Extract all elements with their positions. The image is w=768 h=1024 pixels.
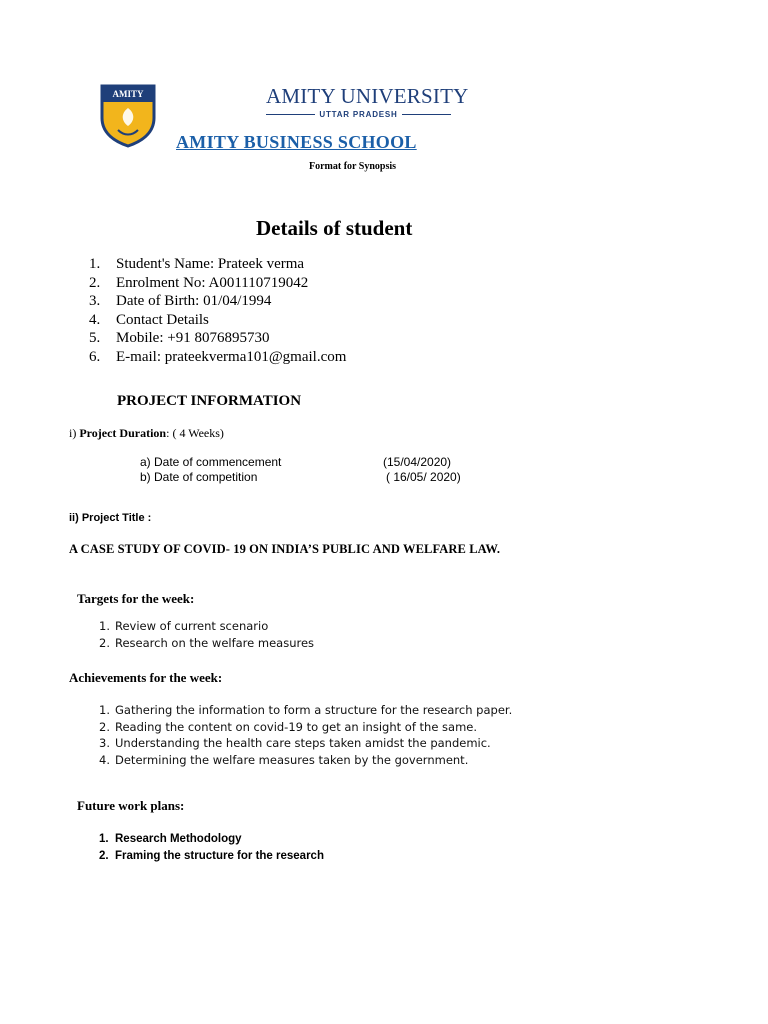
achievements-heading: Achievements for the week: [69, 670, 223, 685]
list-item: 1. Review of current scenario [99, 619, 269, 633]
list-item: 2. Framing the structure for the research [99, 850, 324, 862]
list-item: 4. Determining the welfare measures taken by the government. [99, 752, 469, 767]
list-item: 4. Contact Details [89, 311, 209, 328]
future-work-heading: Future work plans: [77, 798, 185, 813]
amity-logo [100, 84, 156, 148]
completion-label: b) Date of competition [140, 470, 258, 484]
logo-text: AMITY [112, 89, 144, 99]
list-item: 6. E-mail: prateekverma101@gmail.com [89, 348, 347, 365]
list-item: 1. Research Methodology [99, 833, 242, 845]
university-name: AMITY UNIVERSITY [266, 84, 469, 108]
list-item: 3. Understanding the health care steps taken amidst the pandemic. [99, 736, 491, 750]
format-label: Format for Synopsis [309, 161, 397, 172]
university-location: UTTAR PRADESH [319, 110, 398, 119]
project-title-label: ii) Project Title : [69, 512, 152, 524]
list-item: 5. Mobile: +91 8076895730 [89, 330, 270, 346]
commencement-label: a) Date of commencement [140, 455, 282, 469]
list-item: 2. Reading the content on covid-19 to get an insight of the same. [99, 719, 478, 734]
list-item: 3. Date of Birth: 01/04/1994 [89, 293, 272, 309]
project-duration: i) Project Duration: ( 4 Weeks) [69, 426, 224, 440]
list-item: 1. Student's Name: Prateek verma [89, 256, 305, 272]
targets-list [99, 618, 314, 651]
completion-value: ( 16/05/ 2020) [386, 470, 461, 484]
achievements-list [99, 702, 512, 768]
student-details-list [89, 255, 346, 366]
project-duration-value: : ( 4 Weeks) [166, 426, 224, 440]
project-duration-label: Project Duration [79, 426, 167, 440]
future-work-list [99, 831, 324, 865]
student-details-title: Details of student [256, 216, 413, 240]
list-item: 1. Gathering the information to form a structure for the research paper. [99, 703, 513, 717]
commencement-value: (15/04/2020) [383, 455, 452, 469]
project-information-heading: PROJECT INFORMATION [117, 393, 302, 409]
targets-heading: Targets for the week: [77, 591, 195, 606]
list-item: 2. Research on the welfare measures [99, 635, 315, 650]
project-title: A CASE STUDY OF COVID- 19 ON INDIA’S PUBLIC AND WELFARE LAW. [69, 542, 501, 556]
school-name: AMITY BUSINESS SCHOOL [176, 132, 417, 152]
list-item: 2. Enrolment No: A001110719042 [89, 274, 309, 291]
university-location-line [266, 110, 451, 119]
